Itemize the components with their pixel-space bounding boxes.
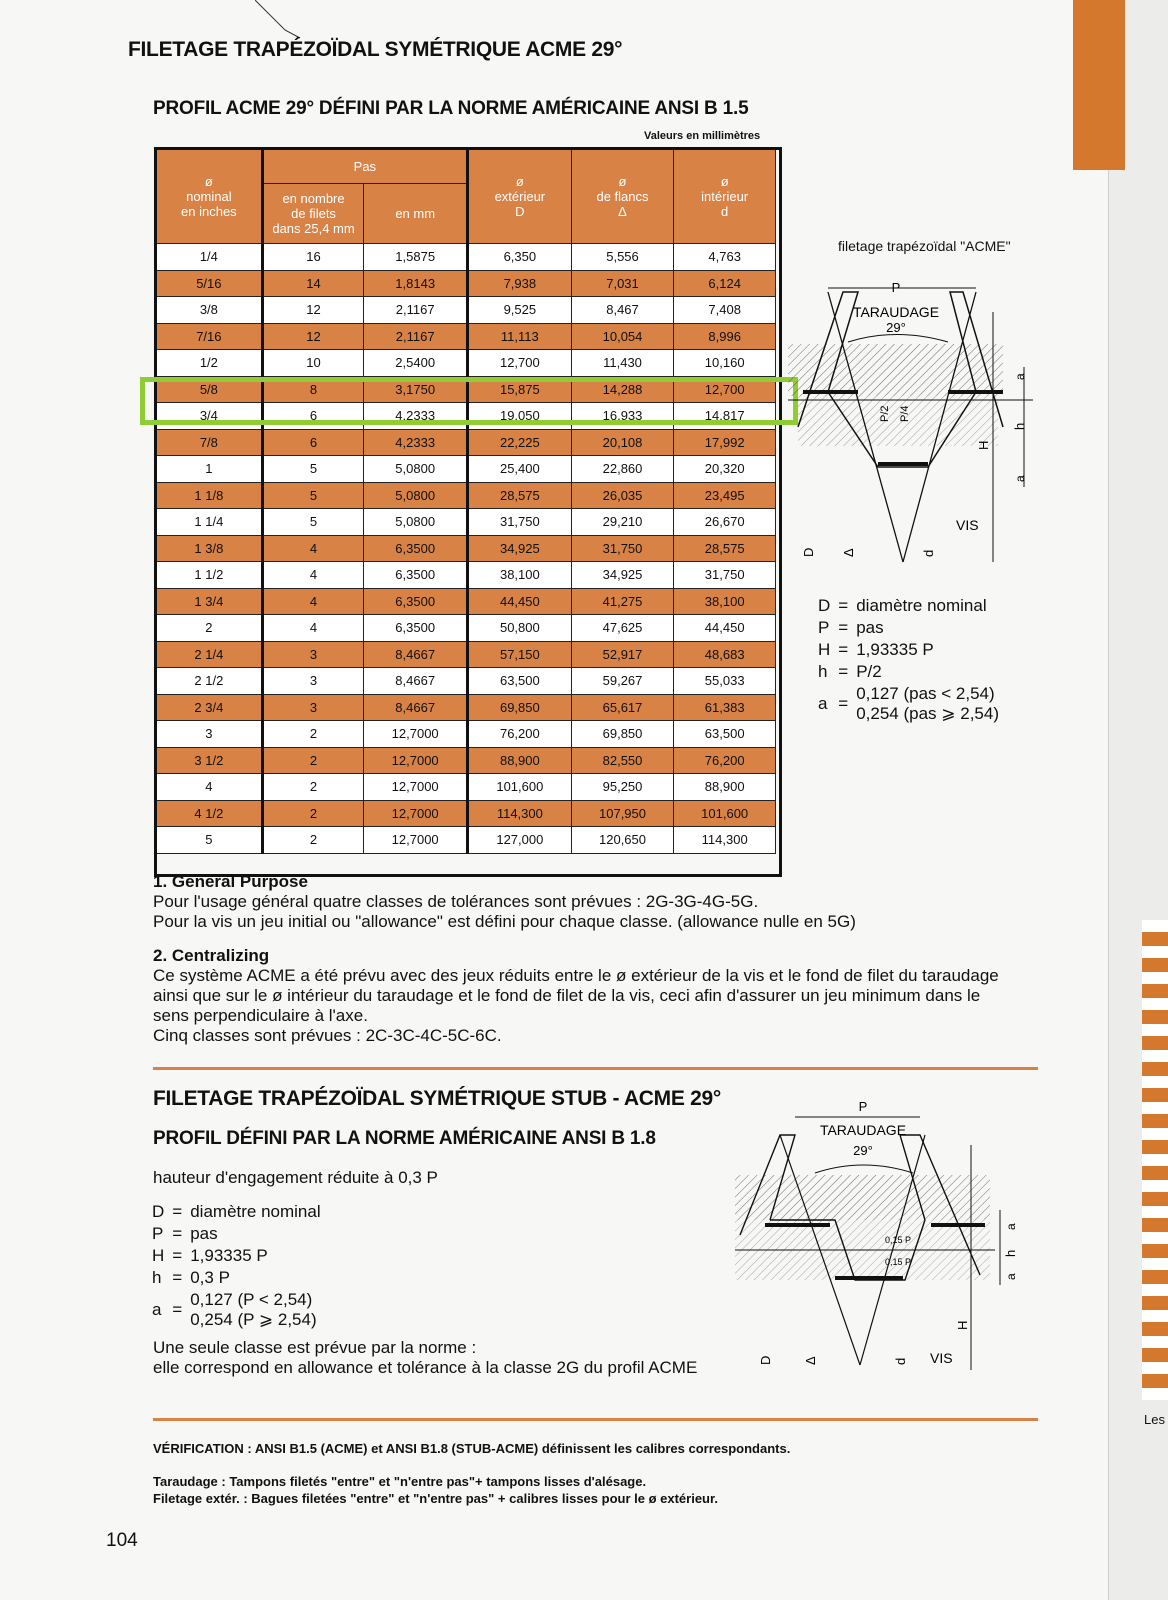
header-exterieur: ø extérieur D	[468, 150, 572, 244]
table-cell: 1 3/4	[157, 588, 263, 615]
table-cell: 4,2333	[364, 403, 468, 430]
stub-p-label: P	[858, 1099, 868, 1114]
stub-subtitle: PROFIL DÉFINI PAR LA NORME AMÉRICAINE ANSI B 1.8	[153, 1128, 656, 1149]
units-note: Valeurs en millimètres	[644, 130, 761, 142]
table-cell: 5,0800	[364, 456, 468, 483]
table-cell: 1,5875	[364, 244, 468, 271]
section2-line4: Cinq classes sont prévues : 2C-3C-4C-5C-6C.	[153, 1026, 502, 1045]
table-cell: 5/8	[157, 376, 263, 403]
table-cell: 76,200	[674, 747, 776, 774]
orange-tab	[1073, 0, 1125, 170]
divider-1	[153, 1067, 1038, 1070]
table-cell: 16	[262, 244, 364, 271]
angle-label: 29°	[886, 320, 906, 335]
acme-profile-diagram	[788, 272, 1058, 592]
legend-eq: =	[838, 662, 849, 681]
stub-a-label-2: a	[1004, 1273, 1018, 1280]
q1-label: 0,15 P	[885, 1235, 912, 1245]
table-cell: 14,817	[674, 403, 776, 430]
table-cell: 5	[157, 827, 263, 854]
table-cell: 7,031	[571, 270, 674, 297]
stub-note	[153, 1338, 753, 1378]
table-cell: 8,4667	[364, 641, 468, 668]
legend-acme	[816, 594, 1007, 726]
section1-line1: Pour l'usage général quatre classes de tolérances sont prévues : 2G-3G-4G-5G.	[153, 892, 759, 911]
table-row	[157, 323, 776, 350]
table-cell: 6,350	[468, 244, 572, 271]
section1-line2: Pour la vis un jeu initial ou "allowance" est défini pour chaque classe. (allowance nulle en 5G)	[153, 912, 856, 931]
p2-label: P/2	[879, 405, 891, 422]
table-cell: 1 1/4	[157, 509, 263, 536]
table-cell: 2 3/4	[157, 694, 263, 721]
legend-row	[152, 1246, 327, 1266]
table-row	[157, 641, 776, 668]
table-cell: 7,408	[674, 297, 776, 324]
table-cell: 44,450	[674, 615, 776, 642]
section-centralizing	[153, 946, 1033, 1046]
section2-line3: sens perpendiculaire à l'axe.	[153, 1006, 368, 1025]
legend-eq: =	[172, 1300, 183, 1319]
legend-eq: =	[838, 596, 849, 615]
table-cell: 20,320	[674, 456, 776, 483]
acme-subtitle: PROFIL ACME 29° DÉFINI PAR LA NORME AMÉRICAINE ANSI B 1.5	[153, 98, 749, 119]
header-flancs: ø de flancs Δ	[571, 150, 674, 244]
legend-row	[818, 618, 1005, 638]
legend-sym: P	[818, 618, 830, 637]
table-cell: 10,054	[571, 323, 674, 350]
table-cell: 48,683	[674, 641, 776, 668]
table-row	[157, 747, 776, 774]
table-cell: 2	[262, 774, 364, 801]
verification-line1: VÉRIFICATION : ANSI B1.5 (ACME) et ANSI B1.8 (STUB-ACME) définissent les calibres correspondants.	[153, 1441, 791, 1456]
legend-eq: =	[838, 640, 849, 659]
stub-note1: Une seule classe est prévue par la norme :	[153, 1338, 477, 1357]
table-row	[157, 456, 776, 483]
table-cell: 61,383	[674, 694, 776, 721]
legend-sym: a	[152, 1300, 162, 1319]
table-row	[157, 800, 776, 827]
table-cell: 38,100	[674, 588, 776, 615]
legend-row	[152, 1202, 327, 1222]
table-row	[157, 403, 776, 430]
table-cell: 114,300	[674, 827, 776, 854]
table-cell: 4	[262, 562, 364, 589]
table-cell: 4	[262, 588, 364, 615]
table-cell: 59,267	[571, 668, 674, 695]
table-cell: 26,670	[674, 509, 776, 536]
table-cell: 6,3500	[364, 562, 468, 589]
page-number: 104	[106, 1530, 138, 1551]
table-cell: 3	[262, 641, 364, 668]
table-cell: 28,575	[468, 482, 572, 509]
legend-row	[818, 596, 1005, 616]
table-row	[157, 562, 776, 589]
table-cell: 6	[262, 403, 364, 430]
table-cell: 3	[157, 721, 263, 748]
table-cell: 107,950	[571, 800, 674, 827]
stub-intro: hauteur d'engagement réduite à 0,3 P	[153, 1168, 438, 1187]
table-cell: 127,000	[468, 827, 572, 854]
table-cell: 10,160	[674, 350, 776, 377]
table-cell: 11,113	[468, 323, 572, 350]
stub-note2: elle correspond en allowance et tolérance à la classe 2G du profil ACME	[153, 1358, 698, 1377]
table-cell: 120,650	[571, 827, 674, 854]
H-label: H	[976, 440, 991, 450]
table-cell: 3 1/2	[157, 747, 263, 774]
header-pas-nombre: en nombre de filets dans 25,4 mm	[262, 184, 364, 244]
table-cell: 14	[262, 270, 364, 297]
section-general	[153, 872, 1033, 932]
table-cell: 20,108	[571, 429, 674, 456]
verification-line2: Taraudage : Tampons filetés "entre" et "n'entre pas"+ tampons lisses d'alésage.	[153, 1474, 647, 1489]
legend-row	[152, 1224, 327, 1244]
section2-line1: Ce système ACME a été prévu avec des jeux réduits entre le ø extérieur de la vis et le fond de filet du taraudage	[153, 966, 999, 985]
legend-def: pas	[190, 1224, 218, 1243]
table-cell: 7/16	[157, 323, 263, 350]
table-cell: 6	[262, 429, 364, 456]
stub-title: FILETAGE TRAPÉZOÏDAL SYMÉTRIQUE STUB - ACME 29°	[153, 1087, 721, 1110]
p4-label: P/4	[899, 405, 911, 422]
table-cell: 1,8143	[364, 270, 468, 297]
table-cell: 16,933	[571, 403, 674, 430]
stub-acme-diagram	[735, 1095, 1035, 1385]
page-title: FILETAGE TRAPÉZOÏDAL SYMÉTRIQUE ACME 29°	[128, 38, 623, 61]
table-cell: 17,992	[674, 429, 776, 456]
table-cell: 2,1167	[364, 297, 468, 324]
table-cell: 5	[262, 482, 364, 509]
a-label-2: a	[1013, 475, 1027, 482]
table-cell: 65,617	[571, 694, 674, 721]
table-cell: 31,750	[468, 509, 572, 536]
legend-eq: =	[838, 694, 849, 713]
table-cell: 4,763	[674, 244, 776, 271]
legend-def: 1,93335 P	[856, 640, 934, 659]
table-cell: 12	[262, 297, 364, 324]
table-cell: 15,875	[468, 376, 572, 403]
taraudage-label: TARAUDAGE	[852, 304, 940, 320]
table-cell: 5/16	[157, 270, 263, 297]
table-cell: 38,100	[468, 562, 572, 589]
table-cell: 95,250	[571, 774, 674, 801]
legend-sym: H	[818, 640, 831, 659]
p-label: P	[891, 280, 901, 295]
table-cell: 10	[262, 350, 364, 377]
table-cell: 3,1750	[364, 376, 468, 403]
table-cell: 3/4	[157, 403, 263, 430]
verification-line3: Filetage extér. : Bagues filetées "entre" et "n'entre pas" + calibres lisses pour le ø extérieur.	[153, 1491, 718, 1506]
table-row	[157, 721, 776, 748]
table-cell: 14,288	[571, 376, 674, 403]
legend-def	[856, 684, 1005, 724]
section1-title: 1. General Purpose	[153, 872, 308, 891]
stub-a-label: a	[1004, 1223, 1018, 1230]
table-cell: 69,850	[571, 721, 674, 748]
header-nominal: ø nominal en inches	[157, 150, 263, 244]
table-cell: 19,050	[468, 403, 572, 430]
table-cell: 22,860	[571, 456, 674, 483]
stub-taraudage-label: TARAUDAGE	[819, 1122, 907, 1138]
table-cell: 88,900	[674, 774, 776, 801]
table-cell: 1/2	[157, 350, 263, 377]
table-cell: 2	[262, 827, 364, 854]
legend-sym: D	[818, 596, 831, 615]
section2-line2: ainsi que sur le ø intérieur du taraudage et le fond de filet de la vis, ceci afin d'assurer un jeu minimum dans le	[153, 986, 981, 1005]
table-cell: 2,5400	[364, 350, 468, 377]
table-cell: 8,4667	[364, 668, 468, 695]
table-cell: 52,917	[571, 641, 674, 668]
table-cell: 41,275	[571, 588, 674, 615]
table-cell: 5,556	[571, 244, 674, 271]
table-cell: 23,495	[674, 482, 776, 509]
table-cell: 7/8	[157, 429, 263, 456]
table-cell: 8,4667	[364, 694, 468, 721]
table-cell: 2	[262, 747, 364, 774]
table-cell: 3	[262, 668, 364, 695]
vis-label: VIS	[956, 517, 979, 533]
legend-row	[818, 662, 1005, 682]
legend-def: P/2	[856, 662, 882, 681]
table-cell: 63,500	[674, 721, 776, 748]
stub-d-label: d	[893, 1357, 908, 1365]
table-cell: 7,938	[468, 270, 572, 297]
table-row	[157, 376, 776, 403]
table-cell: 3/8	[157, 297, 263, 324]
table-cell: 55,033	[674, 668, 776, 695]
table-cell: 34,925	[468, 535, 572, 562]
legend-sym: a	[818, 694, 828, 713]
table-cell: 5	[262, 509, 364, 536]
h-label: h	[1012, 422, 1027, 430]
legend-row	[818, 684, 1005, 724]
table-cell: 12,7000	[364, 747, 468, 774]
legend-def-line: 0,127 (pas < 2,54)	[856, 684, 995, 703]
legend-def-line: 0,254 (P ⩾ 2,54)	[190, 1310, 317, 1329]
table-cell: 29,210	[571, 509, 674, 536]
table-cell: 9,525	[468, 297, 572, 324]
table-cell: 12,700	[674, 376, 776, 403]
table-cell: 31,750	[674, 562, 776, 589]
table-cell: 12,7000	[364, 721, 468, 748]
table-row	[157, 535, 776, 562]
header-interieur: ø intérieur d	[674, 150, 776, 244]
a-label: a	[1013, 373, 1027, 380]
d-label: d	[921, 549, 936, 557]
table-cell: 114,300	[468, 800, 572, 827]
table-cell: 47,625	[571, 615, 674, 642]
stub-h-label: h	[1003, 1249, 1018, 1257]
table-cell: 31,750	[571, 535, 674, 562]
table-cell: 1 1/2	[157, 562, 263, 589]
legend-sym: h	[818, 662, 828, 681]
legend-def: diamètre nominal	[190, 1202, 321, 1221]
table-cell: 11,430	[571, 350, 674, 377]
table-row	[157, 615, 776, 642]
delta-label: Δ	[841, 548, 856, 557]
stub-H-label: H	[955, 1320, 970, 1330]
legend-eq: =	[172, 1268, 183, 1287]
header-pas: Pas	[262, 150, 467, 184]
table-cell: 57,150	[468, 641, 572, 668]
table-cell: 12	[262, 323, 364, 350]
table-cell: 5,0800	[364, 482, 468, 509]
legend-row	[152, 1290, 327, 1330]
table-cell: 1 1/8	[157, 482, 263, 509]
legend-eq: =	[172, 1202, 183, 1221]
divider-2	[153, 1418, 1038, 1421]
table-cell: 101,600	[468, 774, 572, 801]
table-cell: 12,7000	[364, 827, 468, 854]
table-cell: 2 1/4	[157, 641, 263, 668]
table-cell: 34,925	[571, 562, 674, 589]
legend-def: 0,3 P	[190, 1268, 230, 1287]
stub-delta-label: Δ	[803, 1356, 818, 1365]
table-cell: 2,1167	[364, 323, 468, 350]
table-cell: 1	[157, 456, 263, 483]
table-cell: 8,467	[571, 297, 674, 324]
table-cell: 6,3500	[364, 535, 468, 562]
table-cell: 4 1/2	[157, 800, 263, 827]
table-cell: 44,450	[468, 588, 572, 615]
table-row	[157, 244, 776, 271]
table-cell: 22,225	[468, 429, 572, 456]
table-cell: 6,124	[674, 270, 776, 297]
table-cell: 12,7000	[364, 800, 468, 827]
table-cell: 8,996	[674, 323, 776, 350]
table-cell: 25,400	[468, 456, 572, 483]
legend-def	[190, 1290, 326, 1330]
header-pas-mm: en mm	[364, 184, 468, 244]
table-cell: 26,035	[571, 482, 674, 509]
next-page-tabs	[1142, 920, 1168, 1400]
table-cell: 101,600	[674, 800, 776, 827]
table-cell: 6,3500	[364, 588, 468, 615]
table-cell: 1/4	[157, 244, 263, 271]
table-cell: 2	[262, 721, 364, 748]
legend-sym: h	[152, 1268, 162, 1287]
legend-stub	[150, 1200, 329, 1332]
diagram1-caption: filetage trapézoïdal "ACME"	[838, 238, 1011, 254]
legend-eq: =	[172, 1246, 183, 1265]
table-cell: 5,0800	[364, 509, 468, 536]
table-cell: 4	[157, 774, 263, 801]
stub-angle-label: 29°	[853, 1143, 873, 1158]
legend-row	[152, 1268, 327, 1288]
table-cell: 12,7000	[364, 774, 468, 801]
table-cell: 12,700	[468, 350, 572, 377]
table-cell: 5	[262, 456, 364, 483]
legend-sym: H	[152, 1246, 165, 1265]
table-cell: 4	[262, 615, 364, 642]
table-cell: 50,800	[468, 615, 572, 642]
table-row	[157, 429, 776, 456]
side-text: Les	[1144, 1412, 1165, 1427]
table-row	[157, 668, 776, 695]
stub-D-label: D	[758, 1355, 773, 1365]
table-cell: 28,575	[674, 535, 776, 562]
table-row	[157, 774, 776, 801]
table-cell: 2	[157, 615, 263, 642]
table-cell: 6,3500	[364, 615, 468, 642]
table-row	[157, 827, 776, 854]
table-cell: 8	[262, 376, 364, 403]
table-cell: 1 3/8	[157, 535, 263, 562]
legend-eq: =	[838, 618, 849, 637]
table-cell: 2	[262, 800, 364, 827]
table-cell: 69,850	[468, 694, 572, 721]
q2-label: 0,15 P	[885, 1257, 912, 1267]
table-row	[157, 694, 776, 721]
legend-row	[818, 640, 1005, 660]
table-cell: 88,900	[468, 747, 572, 774]
table-row	[157, 509, 776, 536]
table-row	[157, 350, 776, 377]
legend-def: pas	[856, 618, 884, 637]
legend-def: diamètre nominal	[856, 596, 987, 615]
D-label: D	[801, 547, 816, 557]
table-cell: 82,550	[571, 747, 674, 774]
legend-sym: D	[152, 1202, 165, 1221]
table-row	[157, 482, 776, 509]
table-cell: 76,200	[468, 721, 572, 748]
legend-eq: =	[172, 1224, 183, 1243]
table-cell: 4,2333	[364, 429, 468, 456]
table-row	[157, 588, 776, 615]
acme-table	[156, 149, 776, 854]
table-cell: 2 1/2	[157, 668, 263, 695]
table-row	[157, 270, 776, 297]
table-row	[157, 297, 776, 324]
legend-def-line: 0,127 (P < 2,54)	[190, 1290, 313, 1309]
section2-title: 2. Centralizing	[153, 946, 270, 965]
table-cell: 63,500	[468, 668, 572, 695]
pen-stroke	[255, 0, 305, 40]
table-cell: 4	[262, 535, 364, 562]
stub-vis-label: VIS	[930, 1350, 953, 1366]
legend-def-line: 0,254 (pas ⩾ 2,54)	[856, 704, 999, 723]
legend-def: 1,93335 P	[190, 1246, 268, 1265]
table-cell: 3	[262, 694, 364, 721]
legend-sym: P	[152, 1224, 164, 1243]
